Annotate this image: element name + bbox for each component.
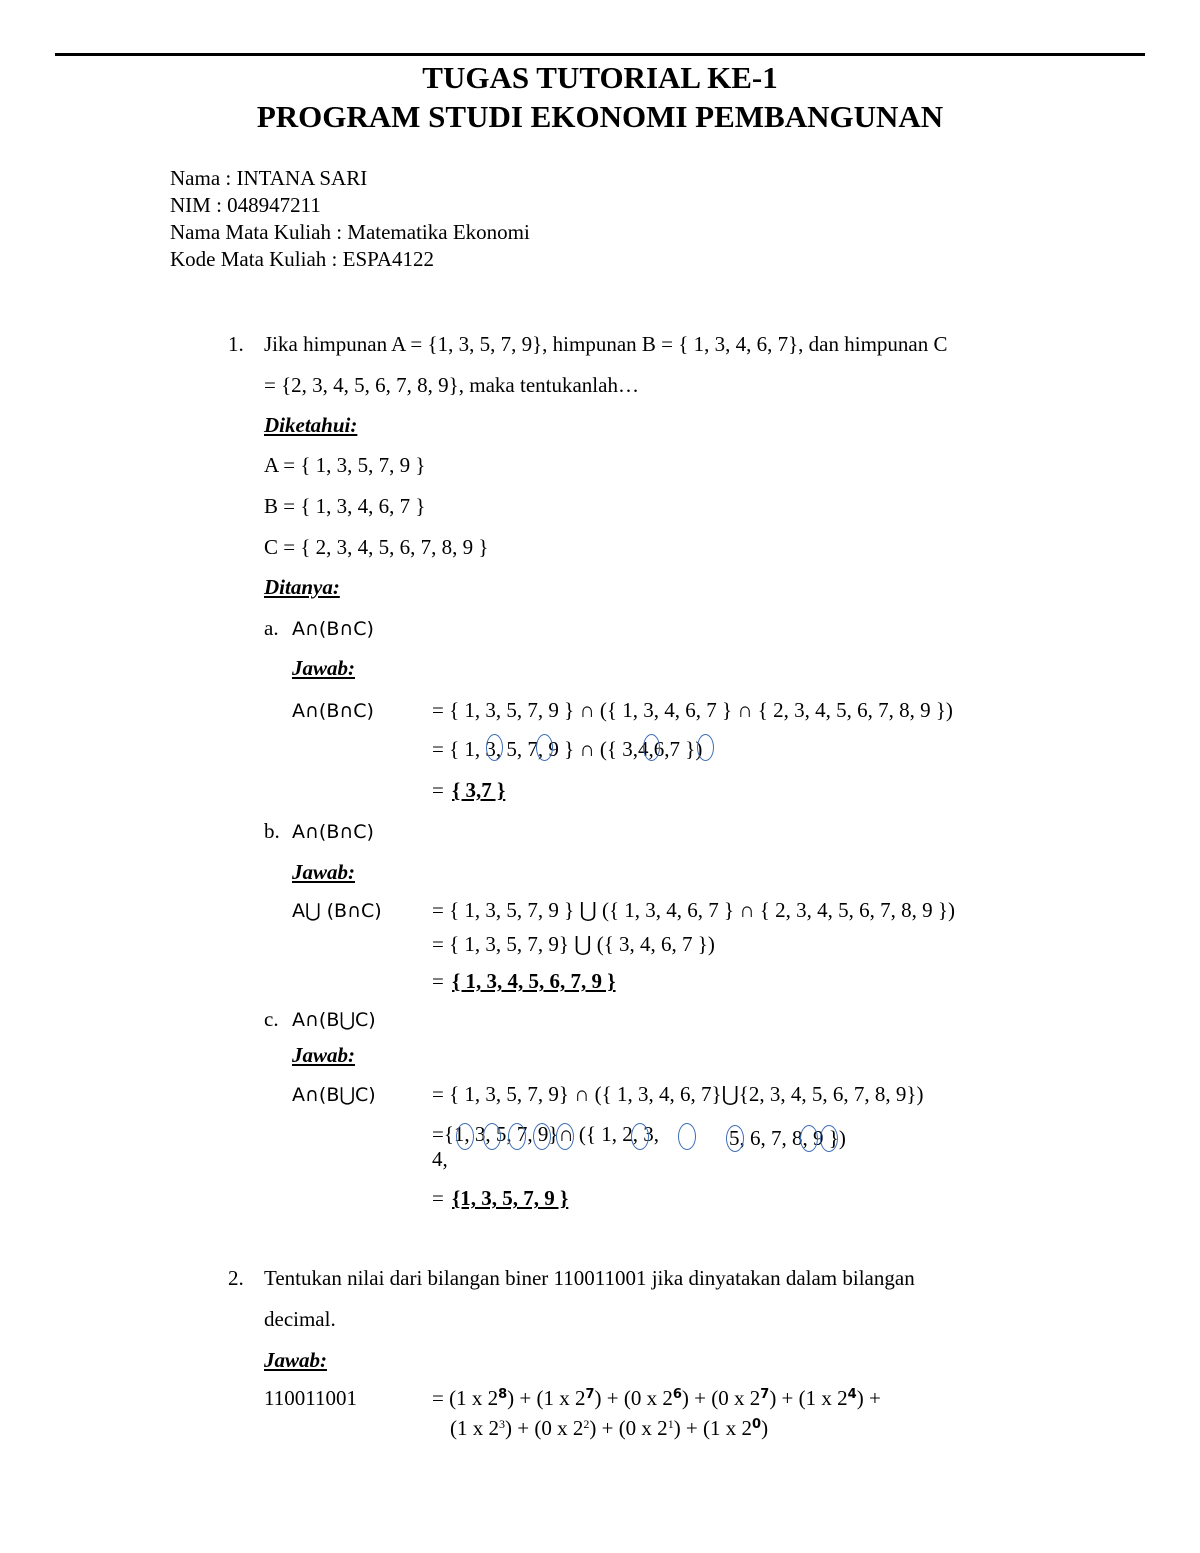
expansion-term: (1 x $2^4$) + [798,1386,881,1410]
binary-number: 110011001 [264,1386,357,1410]
q2-text-line2: decimal. [264,1307,336,1331]
answer-circle-mark [800,1125,818,1152]
part-c-step2-start: ={1, 3, 5, 7, 9}∩ ({ 1, 2, 3, [432,1122,659,1146]
course-code: Kode Mata Kuliah : ESPA4122 [170,247,435,271]
answer-circle-mark [820,1125,838,1152]
answer-circle-mark [556,1123,574,1150]
expansion-term: = (1 x $2^8$) + [432,1386,537,1410]
part-b-result: { 1, 3, 4, 5, 6, 7, 9 } [452,969,616,993]
answer-circle-mark [456,1123,474,1150]
part-c-expression: A∩(B⋃C) [292,1009,376,1031]
part-a-result: { 3,7 } [452,778,506,802]
part-a-step2: = { 1, 3, 5, 7, 9 } ∩ ({ 3,4,6,7 }) [432,737,703,761]
answer-circle-mark [678,1123,696,1150]
part-b-step2: = { 1, 3, 5, 7, 9} ⋃ ({ 3, 4, 6, 7 }) [432,932,715,956]
expansion-row1 [432,1385,881,1411]
part-c-result-eq: = [432,1186,444,1210]
part-b-jawab: Jawab: [292,860,355,884]
answer-circle-mark [643,734,660,761]
answer-circle-mark [697,734,714,761]
answer-circle-mark [726,1125,744,1152]
part-c-result: {1, 3, 5, 7, 9 } [452,1186,569,1210]
q1-number: 1. [228,332,244,356]
set-c: C = { 2, 3, 4, 5, 6, 7, 8, 9 } [264,535,489,559]
expansion-term: (1 x $2^7$) + [536,1386,624,1410]
part-b-result-eq: = [432,969,444,993]
course-name: Nama Mata Kuliah : Matematika Ekonomi [170,220,530,244]
part-c-step2-end: 5, 6, 7, 8, 9 }) [729,1126,846,1150]
part-c-step2-wrap: 4, [432,1147,448,1171]
part-a-step1: = { 1, 3, 5, 7, 9 } ∩ ({ 1, 3, 4, 6, 7 } ∩ { 2, 3, 4, 5, 6, 7, 8, 9 }) [432,698,953,722]
part-a-expression: A∩(B∩C) [292,618,374,640]
answer-circle-mark [533,1123,551,1150]
expansion-term: (0 x $2^2$) + [534,1416,619,1440]
part-b-letter: b. [264,819,280,843]
answer-circle-mark [483,1123,501,1150]
q1-text-line1: Jika himpunan A = {1, 3, 5, 7, 9}, himpunan B = { 1, 3, 4, 6, 7}, dan himpunan C [264,332,948,356]
q1-text-line2: = {2, 3, 4, 5, 6, 7, 8, 9}, maka tentukanlah… [264,373,639,397]
part-c-step1: = { 1, 3, 5, 7, 9} ∩ ({ 1, 3, 4, 6, 7}⋃{2, 3, 4, 5, 6, 7, 8, 9}) [432,1082,924,1106]
expansion-term: (0 x $2^1$) + [618,1416,704,1440]
part-b-step1: = { 1, 3, 5, 7, 9 } ⋃ ({ 1, 3, 4, 6, 7 } ∩ { 2, 3, 4, 5, 6, 7, 8, 9 }) [432,898,955,922]
set-a: A = { 1, 3, 5, 7, 9 } [264,453,426,477]
q2-text-line1: Tentukan nilai dari bilangan biner 110011001 jika dinyatakan dalam bilangan [264,1266,915,1290]
expansion-term: (1 x $2^3$) + [450,1416,535,1440]
q2-number: 2. [228,1266,244,1290]
part-c-jawab: Jawab: [292,1043,355,1067]
part-a-lhs: A∩(B∩C) [292,700,374,722]
part-c-lhs: A∩(B⋃C) [292,1084,376,1106]
student-nim: NIM : 048947211 [170,193,321,217]
expansion-term: (0 x $2^7$) + [711,1386,799,1410]
part-b-expression: A∩(B∩C) [292,821,374,843]
answer-circle-mark [631,1123,649,1150]
expansion-term: (0 x $2^6$) + [623,1386,712,1410]
ditanya-heading: Ditanya: [264,575,340,599]
diketahui-heading: Diketahui: [264,413,358,437]
top-rule [55,53,1145,56]
part-c-letter: c. [264,1007,279,1031]
answer-circle-mark [536,734,553,761]
part-a-letter: a. [264,616,279,640]
student-name: Nama : INTANA SARI [170,166,368,190]
part-b-lhs: A⋃ (B∩C) [292,900,382,922]
expansion-term: (1 x $2^0$) [703,1416,769,1440]
answer-circle-mark [508,1123,526,1150]
expansion-row2 [450,1415,768,1441]
set-b: B = { 1, 3, 4, 6, 7 } [264,494,426,518]
part-a-jawab: Jawab: [292,656,355,680]
part-a-result-eq: = [432,778,444,802]
page-subtitle: PROGRAM STUDI EKONOMI PEMBANGUNAN [256,99,944,134]
page-title: TUGAS TUTORIAL KE-1 [422,60,778,95]
q2-jawab: Jawab: [264,1348,327,1372]
answer-circle-mark [486,734,503,761]
